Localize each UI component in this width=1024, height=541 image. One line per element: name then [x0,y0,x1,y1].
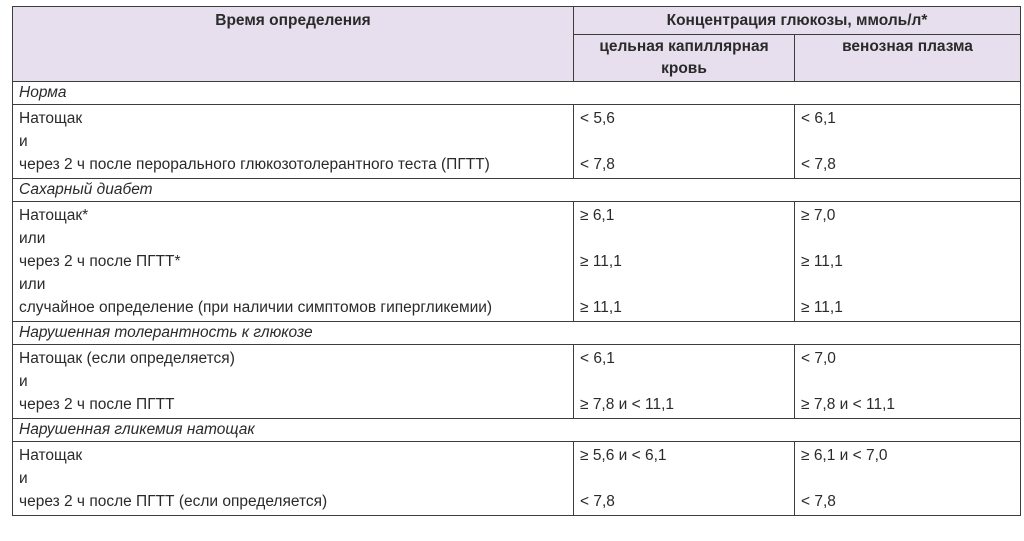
cell-line [801,370,1014,393]
cell-line: через 2 ч после ПГТТ [19,396,175,413]
cell-line: < 7,0 [801,350,836,367]
cell-line: ≥ 6,1 [580,207,615,224]
cell-line: ≥ 7,8 и < 11,1 [801,396,896,413]
cell-line: Натощак* [19,207,89,224]
cell-line: через 2 ч после ПГТТ (если определяется) [19,493,328,510]
criteria-cell [13,105,574,179]
venous-value-cell [795,345,1021,419]
header-venous-plasma: венозная плазма [795,35,1021,82]
cell-line: случайное определение (при наличии симптомов гипергликемии) [19,299,493,316]
cell-line [580,130,788,153]
capillary-value-cell [574,202,795,322]
section-row [13,179,1021,202]
cell-line [580,227,788,250]
capillary-value-cell [574,442,795,516]
table-row [13,442,1021,516]
header-glucose-concentration: Концентрация глюкозы, ммоль/л* [574,7,1021,35]
cell-line: или [19,230,46,247]
cell-line: ≥ 7,8 и < 11,1 [580,396,675,413]
cell-line: < 6,1 [580,350,615,367]
cell-line: через 2 ч после ПГТТ* [19,253,181,270]
section-title: Нарушенная толерантность к глюкозе [13,322,1021,345]
header-time-of-measurement: Время определения [13,7,574,82]
cell-line: Натощак [19,110,83,127]
capillary-value-cell [574,345,795,419]
table-row [13,345,1021,419]
cell-line: < 7,8 [801,493,836,510]
cell-line [801,227,1014,250]
cell-line: ≥ 5,6 и < 6,1 [580,447,667,464]
cell-line: ≥ 6,1 и < 7,0 [801,447,888,464]
cell-line: < 7,8 [580,156,615,173]
cell-line [801,467,1014,490]
cell-line: < 5,6 [580,110,615,127]
criteria-cell [13,442,574,516]
cell-line: ≥ 7,0 [801,207,836,224]
cell-line [580,273,788,296]
cell-line: ≥ 11,1 [580,253,622,270]
cell-line [801,273,1014,296]
glucose-criteria-table [12,6,1021,516]
cell-line [580,370,788,393]
venous-value-cell [795,202,1021,322]
section-row [13,419,1021,442]
cell-line: < 7,8 [801,156,836,173]
section-row [13,82,1021,105]
cell-line: Натощак [19,447,83,464]
cell-line: < 7,8 [580,493,615,510]
section-row [13,322,1021,345]
cell-line [580,467,788,490]
table-body [13,82,1021,516]
table-row [13,202,1021,322]
section-title: Норма [13,82,1021,105]
cell-line: < 6,1 [801,110,836,127]
venous-value-cell [795,105,1021,179]
cell-line: и [19,133,28,150]
criteria-cell [13,202,574,322]
cell-line: или [19,276,46,293]
section-title: Нарушенная гликемия натощак [13,419,1021,442]
section-title: Сахарный диабет [13,179,1021,202]
cell-line: Натощак (если определяется) [19,350,235,367]
venous-value-cell [795,442,1021,516]
cell-line: через 2 ч после перорального глюкозотолерантного теста (ПГТТ) [19,156,490,173]
cell-line: и [19,470,28,487]
criteria-cell [13,345,574,419]
cell-line: ≥ 11,1 [801,253,843,270]
table-row [13,105,1021,179]
capillary-value-cell [574,105,795,179]
cell-line: ≥ 11,1 [801,299,843,316]
cell-line [801,130,1014,153]
header-capillary-blood: цельная капиллярная кровь [574,35,795,82]
cell-line: ≥ 11,1 [580,299,622,316]
cell-line: и [19,373,28,390]
